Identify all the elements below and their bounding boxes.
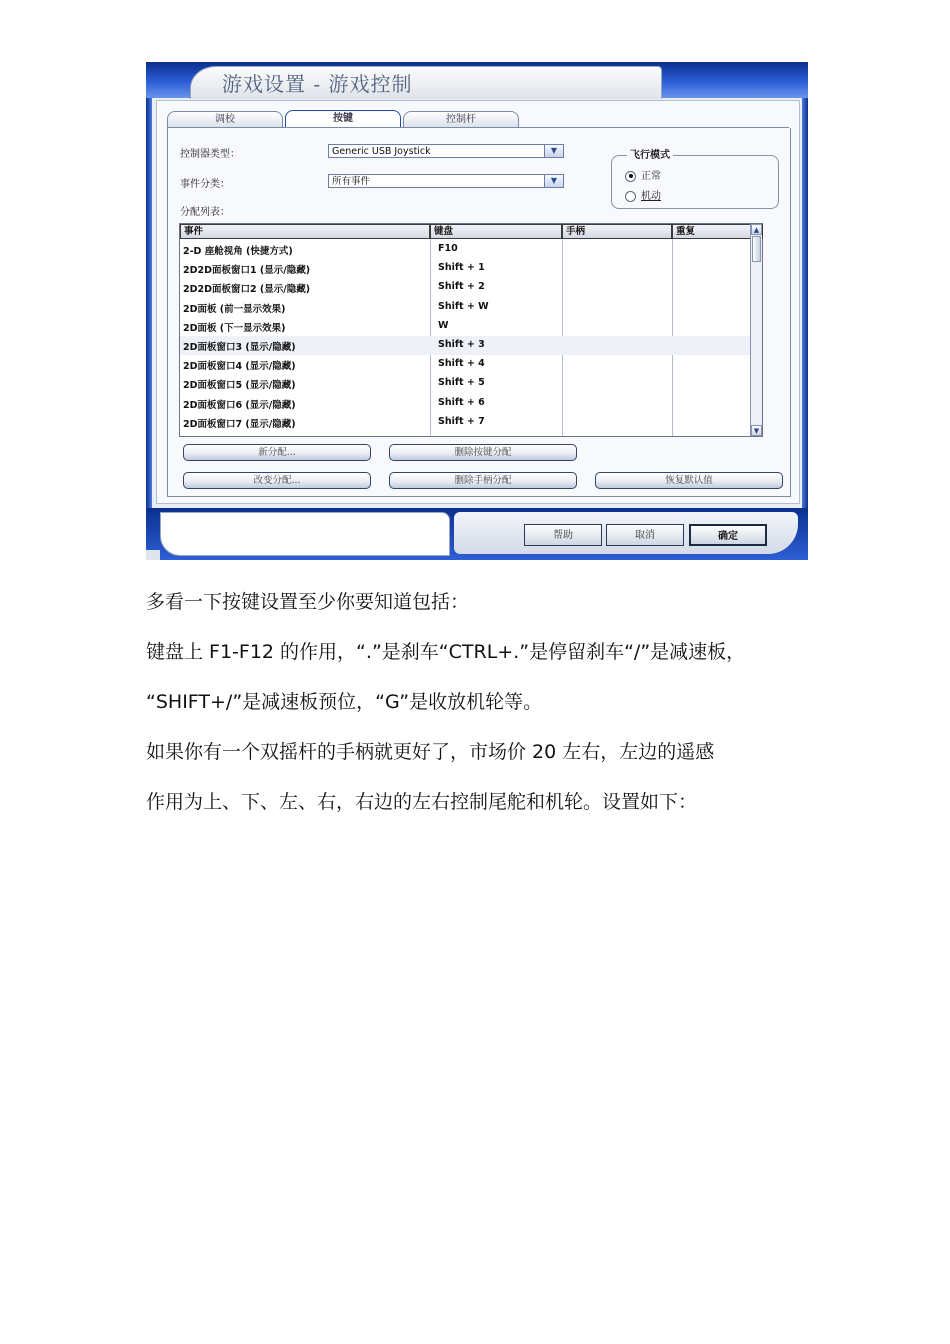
event-category-label: 事件分类： — [180, 179, 230, 190]
event-cell: 2D2D面板窗口1 (显示/隐藏) — [183, 265, 311, 277]
event-cell: 2-D 座舱视角 (快捷方式) — [183, 246, 293, 257]
dialog-title: 游戏设置 - 游戏控制 — [222, 72, 413, 96]
keyboard-cell: Shift + 6 — [438, 396, 485, 408]
event-cell: 2D面板窗口4 (显示/隐藏) — [183, 361, 296, 373]
table-scrollbar[interactable] — [750, 224, 762, 436]
scroll-thumb[interactable] — [752, 236, 761, 262]
event-cell: 2D面板窗口6 (显示/隐藏) — [183, 399, 296, 411]
keyboard-cell: Shift + W — [438, 300, 489, 312]
table-row[interactable] — [180, 298, 762, 317]
controller-type-value: Generic USB Joystick — [332, 146, 431, 157]
help-button[interactable]: 帮助 — [524, 524, 602, 546]
paragraph-3-line-2: 作用为上、下、左、右，右边的左右控制尾舵和机轮。设置如下： — [146, 791, 698, 813]
footer-status-area — [160, 512, 450, 556]
keyboard-cell: Shift + 1 — [438, 262, 485, 274]
event-cell: 2D面板 (下一显示效果) — [183, 322, 286, 334]
table-row[interactable] — [180, 355, 762, 374]
chevron-down-icon[interactable]: ▼ — [544, 145, 563, 157]
controller-type-label: 控制器类型： — [180, 149, 240, 160]
flight-mode-normal-label: 正常 — [641, 171, 661, 182]
paragraph-2-line-2: “SHIFT+/”是减速板预位，“G”是收放机轮等。 — [146, 691, 543, 713]
chevron-down-icon[interactable]: ▼ — [544, 175, 563, 187]
column-header-keyboard[interactable]: 键盘 — [430, 224, 562, 239]
ok-button[interactable]: 确定 — [689, 524, 767, 546]
keyboard-cell: Shift + 2 — [438, 281, 485, 293]
event-category-value: 所有事件 — [332, 176, 371, 187]
paragraph-3-line-1: 如果你有一个双摇杆的手柄就更好了，市场价 20 左右，左边的遥感 — [146, 741, 715, 763]
frame-shadow — [146, 550, 160, 560]
table-row[interactable] — [180, 394, 762, 413]
keyboard-cell: Shift + 5 — [438, 377, 485, 389]
table-row[interactable] — [180, 278, 762, 297]
event-cell: 2D面板窗口3 (显示/隐藏) — [183, 342, 296, 353]
scroll-down-icon[interactable]: ▼ — [751, 425, 762, 436]
keyboard-cell: Shift + 4 — [438, 358, 485, 370]
keyboard-cell: W — [438, 319, 449, 331]
tab-tuning[interactable]: 调校 — [167, 111, 283, 128]
flight-mode-normal[interactable] — [625, 167, 661, 182]
keyboard-cell: Shift + 7 — [438, 415, 485, 427]
controller-type-select[interactable] — [328, 144, 564, 158]
table-row[interactable] — [180, 413, 762, 432]
radio-unselected-icon[interactable] — [625, 191, 636, 202]
table-row[interactable] — [180, 259, 762, 278]
keyboard-cell: Shift + 3 — [438, 339, 485, 350]
game-settings-screenshot — [146, 62, 808, 560]
column-header-repeat[interactable]: 重复 — [672, 224, 763, 239]
assignment-list-label: 分配列表： — [180, 207, 230, 218]
table-row[interactable] — [180, 240, 762, 259]
assignment-table — [179, 223, 763, 437]
paragraph-1: 多看一下按键设置至少你要知道包括： — [146, 591, 470, 613]
frame-right — [802, 98, 808, 508]
tab-keys[interactable]: 按键 — [285, 110, 401, 129]
new-assignment-button[interactable]: 新分配... — [183, 444, 371, 461]
cancel-button[interactable]: 取消 — [606, 524, 684, 546]
event-cell: 2D面板窗口7 (显示/隐藏) — [183, 418, 296, 430]
tab-joystick[interactable]: 控制杆 — [403, 111, 519, 128]
change-assignment-button[interactable]: 改变分配... — [183, 472, 371, 489]
delete-key-assignment-button[interactable]: 删除按键分配 — [389, 444, 577, 461]
event-cell: 2D面板 (前一显示效果) — [183, 303, 286, 315]
scroll-up-icon[interactable]: ▲ — [751, 224, 762, 235]
delete-joystick-assignment-button[interactable]: 删除手柄分配 — [389, 472, 577, 489]
restore-defaults-button[interactable]: 恢复默认值 — [595, 472, 783, 489]
event-cell: 2D面板窗口5 (显示/隐藏) — [183, 380, 296, 392]
frame-left — [146, 98, 152, 508]
keyboard-cell: F10 — [438, 243, 458, 254]
table-row[interactable] — [180, 374, 762, 393]
settings-panel — [156, 100, 800, 504]
table-row[interactable] — [180, 317, 762, 336]
radio-selected-icon[interactable] — [625, 171, 636, 182]
flight-mode-title: 飞行模式 — [627, 146, 673, 161]
table-row[interactable] — [180, 336, 762, 355]
flight-mode-maneuver-label: 机动 — [641, 191, 661, 202]
paragraph-2-line-1: 键盘上 F1-F12 的作用，“.”是刹车“CTRL+.”是停留刹车“/”是减速板， — [146, 641, 746, 663]
flight-mode-maneuver[interactable] — [625, 187, 661, 202]
event-cell: 2D2D面板窗口2 (显示/隐藏) — [183, 284, 311, 296]
column-header-event[interactable]: 事件 — [180, 224, 430, 239]
event-category-select[interactable] — [328, 174, 564, 188]
column-header-joystick[interactable]: 手柄 — [562, 224, 672, 239]
